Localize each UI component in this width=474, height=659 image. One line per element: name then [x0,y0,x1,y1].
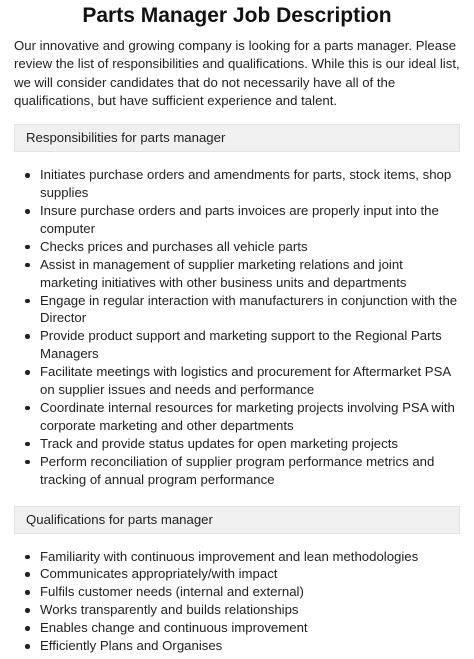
list-item: Insure purchase orders and parts invoices are properly input into the computer [40,202,462,238]
list-item: Enables change and continuous improvement [40,619,462,637]
list-item: Familiarity with continuous improvement and lean methodologies [40,548,462,566]
qualifications-list [0,548,474,655]
list-item: Fulfils customer needs (internal and external) [40,583,462,601]
list-item: Track and provide status updates for open marketing projects [40,435,462,453]
list-item: Checks prices and purchases all vehicle parts [40,238,462,256]
list-item: Initiates purchase orders and amendments for parts, stock items, shop supplies [40,166,462,202]
list-item: Assist in management of supplier marketing relations and joint marketing initiatives with other business units and departments [40,256,462,292]
responsibilities-header: Responsibilities for parts manager [14,124,460,152]
qualifications-header: Qualifications for parts manager [14,506,460,534]
list-item: Communicates appropriately/with impact [40,565,462,583]
list-item: Provide product support and marketing support to the Regional Parts Managers [40,327,462,363]
list-item: Engage in regular interaction with manufacturers in conjunction with the Director [40,292,462,328]
page-title: Parts Manager Job Description [82,4,392,27]
list-item: Facilitate meetings with logistics and procurement for Aftermarket PSA on supplier issues and needs and performance [40,363,462,399]
list-item: Coordinate internal resources for marketing projects involving PSA with corporate marketing and other departments [40,399,462,435]
intro-paragraph: Our innovative and growing company is looking for a parts manager. Please review the list of responsibilities and qualifications. While this is our ideal list, we will consider candidates that do not necessarily have all of the qualifications, but have sufficient experience and talent. [14,38,460,108]
list-item: Efficiently Plans and Organises [40,637,462,655]
list-item: Perform reconciliation of supplier program performance metrics and tracking of annual program performance [40,453,462,489]
list-item: Works transparently and builds relationships [40,601,462,619]
responsibilities-list [0,166,474,488]
